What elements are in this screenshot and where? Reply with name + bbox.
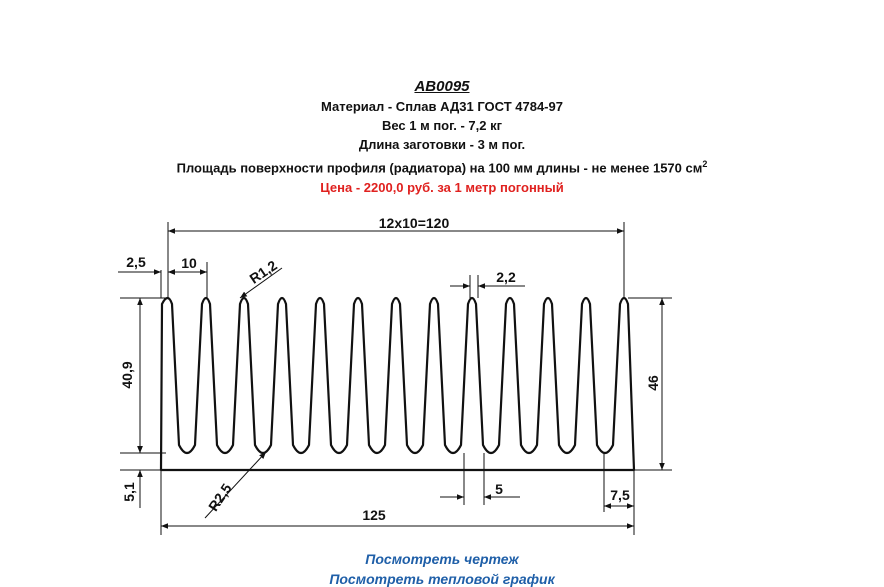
heatsink-profile-outline (161, 298, 634, 470)
label-edge-width: 7,5 (610, 487, 630, 503)
profile-code-title: АВ0095 (414, 78, 470, 95)
weight-line: Вес 1 м пог. - 7,2 кг (381, 118, 503, 133)
label-edge-offset: 2,5 (126, 254, 146, 270)
label-fin-thickness: 2,2 (496, 269, 516, 285)
label-gap: 5 (495, 481, 503, 497)
surface-area-text: Площадь поверхности профиля (радиатора) на 100 мм длины - не менее 1570 см (176, 160, 703, 176)
label-pitch-total: 12x10=120 (378, 215, 450, 231)
surface-area-unit-power: 2 (702, 159, 708, 169)
view-drawing-link[interactable]: Посмотреть чертеж (365, 551, 519, 567)
price-line: Цена - 2200,0 руб. за 1 метр погонный (320, 180, 564, 195)
label-base-thickness: 5,1 (121, 482, 137, 502)
label-tip-radius: R1,2 (246, 256, 280, 287)
label-total-width: 125 (362, 507, 386, 523)
material-line: Материал - Сплав АД31 ГОСТ 4784-97 (321, 99, 563, 114)
label-fin-height: 40,9 (119, 361, 135, 389)
length-line: Длина заготовки - 3 м пог. (358, 137, 526, 152)
label-total-height: 46 (645, 375, 661, 391)
label-pitch: 10 (181, 255, 197, 271)
view-thermal-chart-link[interactable]: Посмотреть тепловой график (329, 571, 555, 587)
label-root-radius: R2,5 (204, 480, 235, 514)
